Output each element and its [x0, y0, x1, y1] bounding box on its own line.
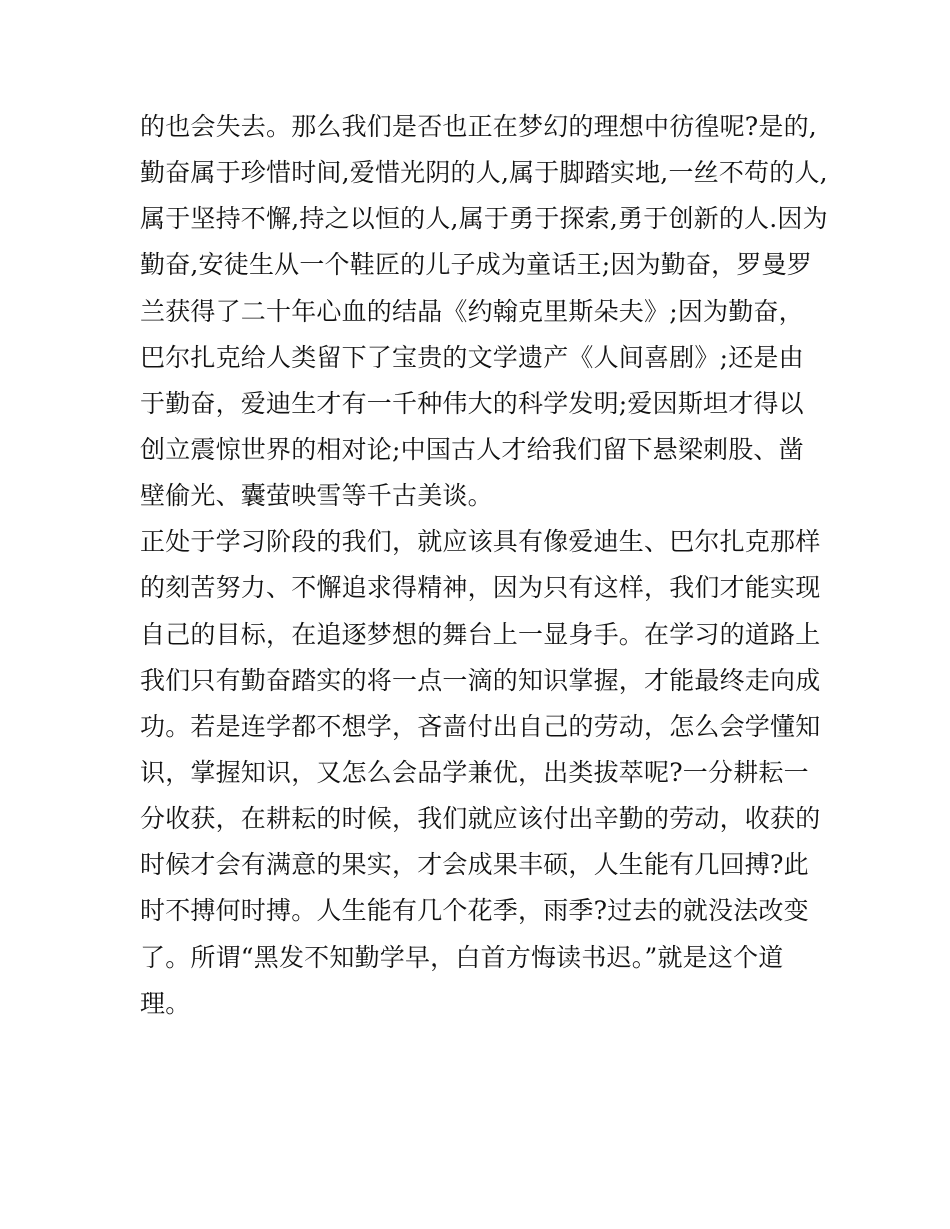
text-line: 自己的目标，在追逐梦想的舞台上一显身手。在学习的道路上 — [140, 619, 821, 649]
text-line: 时不搏何时搏。人生能有几个花季，雨季?过去的就没法改变 — [140, 896, 809, 926]
text-line: 属于坚持不懈,持之以恒的人,属于勇于探索,勇于创新的人.因为 — [140, 204, 828, 234]
text-line: 分收获，在耕耘的时候，我们就应该付出辛勤的劳动，收获的 — [140, 804, 821, 834]
text-line: 正处于学习阶段的我们，就应该具有像爱迪生、巴尔扎克那样 — [140, 527, 821, 557]
text-line: 勤奋属于珍惜时间,爱惜光阴的人,属于脚踏实地,一丝不苟的人, — [140, 158, 828, 188]
text-line: 于勤奋，爱迪生才有一千种伟大的科学发明;爱因斯坦才得以 — [140, 388, 804, 418]
text-line: 识，掌握知识，又怎么会品学兼优，出类拔萃呢?一分耕耘一 — [140, 757, 809, 787]
text-line: 了。所谓“黑发不知勤学早，白首方悔读书迟。”就是这个道 — [140, 942, 784, 972]
text-line: 的刻苦努力、不懈追求得精神，因为只有这样，我们才能实现 — [140, 573, 821, 603]
text-line: 的也会失去。那么我们是否也正在梦幻的理想中彷徨呢?是的, — [140, 112, 817, 141]
text-line: 理。 — [140, 988, 191, 1018]
text-line: 勤奋,安徒生从一个鞋匠的儿子成为童话王;因为勤奋，罗曼罗 — [140, 250, 812, 280]
body-text — [140, 104, 830, 1027]
text-line: 时候才会有满意的果实，才会成果丰硕，人生能有几回搏?此 — [140, 850, 809, 880]
text-line: 我们只有勤奋踏实的将一点一滴的知识掌握，才能最终走向成 — [140, 665, 821, 695]
text-line: 兰获得了二十年心血的结晶《约翰克里斯朵夫》;因为勤奋， — [140, 296, 804, 326]
text-line: 壁偷光、囊萤映雪等千古美谈。 — [140, 481, 493, 511]
text-line: 创立震惊世界的相对论;中国古人才给我们留下悬梁刺股、凿 — [140, 434, 804, 464]
text-line: 功。若是连学都不想学，吝啬付出自己的劳动，怎么会学懂知 — [140, 711, 821, 741]
text-line: 巴尔扎克给人类留下了宝贵的文学遗产《人间喜剧》;还是由 — [140, 342, 804, 372]
